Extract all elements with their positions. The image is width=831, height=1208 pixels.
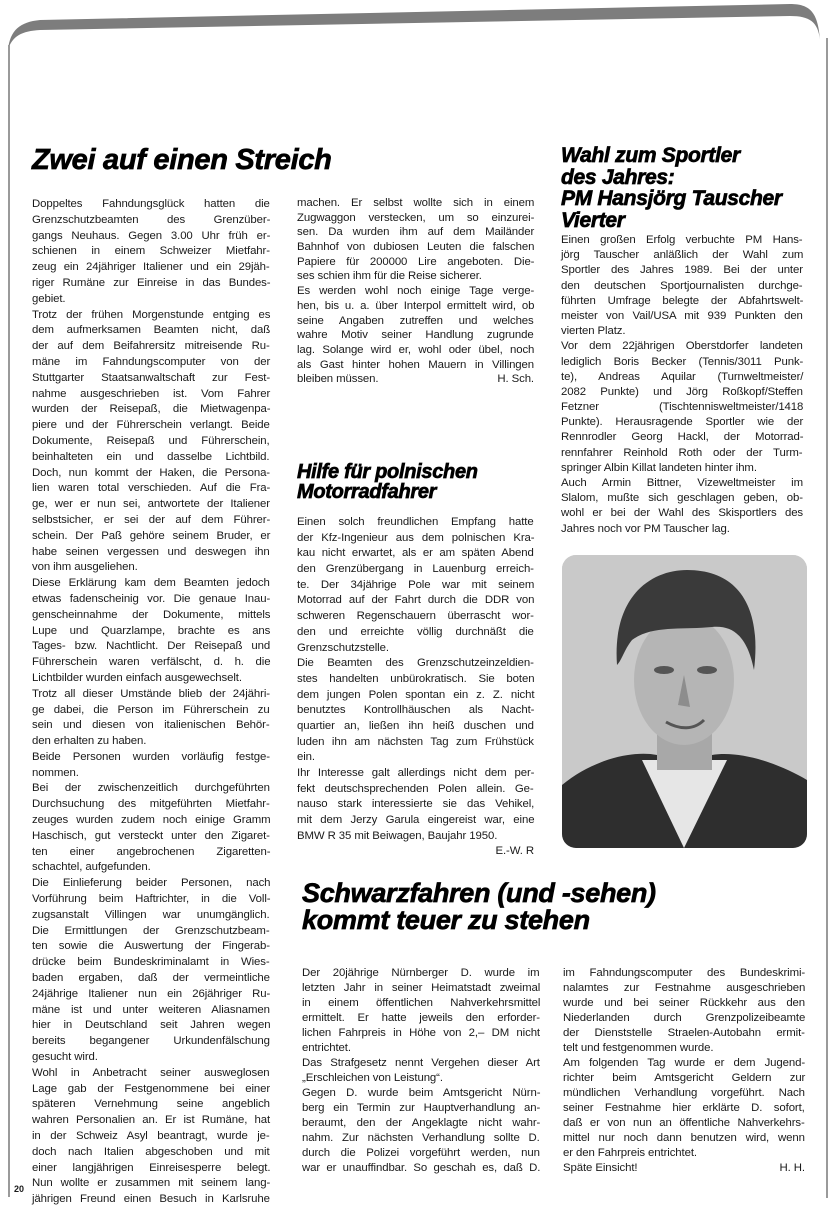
text-line: nalamtes zur Festnahme ausgeschrieben: [563, 982, 806, 994]
text-line: hier in Deutschland seit Jahren wegen: [32, 1019, 271, 1032]
article-schwarzfahren-column-2: [563, 966, 805, 1176]
text-line: zeug ein 24jähriger Italiener und ein 29jäh-: [32, 261, 270, 274]
text-line: mittel nur noch dann benutzen wird, wenn: [563, 1132, 805, 1144]
text-line: wurden der Reisepaß, die Mietwagenpa-: [32, 403, 271, 416]
text-line: Haschisch, gut versteckt unter den Zigaret-: [32, 829, 270, 842]
headline-line: kommt teuer zu stehen: [302, 905, 590, 935]
text-line: den Grenzübergang in Lauenburg erreich-: [297, 563, 534, 576]
text-line: späteren Vernehmung seine angeblich: [32, 1098, 270, 1111]
text-line: daß er von nun an öffentliche Nahverkehrs-: [563, 1117, 805, 1129]
article-hilfe-body: [297, 515, 534, 860]
text-line: den und erreichte völlig durchnäßt die: [297, 625, 534, 638]
text-line: dem jungen Polen spontan ein z. Z. nicht: [297, 688, 535, 701]
text-line: in einem öffentlichen Nahverkehrsmittel: [302, 997, 541, 1009]
text-line: baden ergaben, daß der vermeintliche: [32, 972, 270, 985]
text-line: selbstsicher, er sei der auf dem Führer-: [32, 513, 271, 526]
author-signature: E.-W. R: [495, 845, 534, 858]
text-line: Punkte). Herausragende Sportler wie der: [561, 416, 804, 429]
text-line: Einen solch freundlichen Empfang hatte: [297, 516, 534, 528]
text-line: in der Schweiz Asyl beantragt, wurde je-: [32, 1130, 270, 1143]
text-line: sen. Da wurden ihm auf dem Mailänder: [297, 226, 535, 239]
text-line: Grenzschutzstelle.: [297, 641, 389, 654]
text-line: lien waren total verschieden. Auf die Fra-: [32, 482, 271, 495]
headline-line: des Jahres:: [561, 165, 675, 189]
text-line: 2082 Punkte) und Jörg Roßkopf/Steffen: [561, 385, 803, 398]
text-line: kau nicht erwartet, als er am späten Abend: [297, 547, 534, 560]
text-line: piere und der Führerschein verlangt. Beide: [32, 419, 270, 432]
text-line: te. Der 34jährige Pole war mit seinem: [297, 578, 535, 591]
text-line: Motorrad auf der Fahrt durch die DDR von: [297, 594, 535, 607]
text-line: Führerschein waren verfälscht, d. h. die: [32, 656, 271, 669]
text-line: dem aufmerksamen Beamten nicht, daß: [32, 324, 271, 337]
text-line: zeuges wurden zudem noch einige Gramm: [32, 814, 271, 827]
text-line: im Fahndungscomputer des Bundeskrimi-: [563, 967, 806, 979]
article-headline-schwarzfahren: [302, 880, 656, 934]
article-streich-column-1: [32, 197, 270, 1208]
text-line: lichen Fahrpreis in Höhe von 2,– DM nicht: [302, 1027, 540, 1039]
text-line: etwas fadenscheinig vor. Die genaue Inau-: [32, 592, 271, 605]
text-line: einer langjährigen Einreisesperre belegt.: [32, 1161, 271, 1174]
text-line: te), Andreas Aquilar (Turnweltmeister/: [561, 370, 804, 383]
text-line: Am folgenden Tag wurde er dem Jugend-: [563, 1057, 806, 1069]
text-line: nahme ausgeschrieben ist. Vom Fahrer: [32, 387, 271, 400]
text-line: der Dienststelle Straelen-Autobahn ermit-: [563, 1027, 805, 1039]
text-line: Wohl in Anbetracht seiner ausweglosen: [32, 1066, 270, 1079]
article-streich-column-2: [297, 196, 534, 387]
text-line: Die Ermittlungen der Grenzschutzbeam-: [32, 924, 270, 937]
text-line: von ihm ausgeliehen.: [32, 561, 138, 574]
text-line: Einen großen Erfolg verbuchte PM Hans-: [561, 234, 803, 246]
text-line: doch nach Italien abgeschoben und mit: [32, 1145, 270, 1158]
text-line: nauso stark interessierte sie das Vehikel,: [297, 798, 535, 811]
text-line: Bei der zwischenzeitlich durchgeführten: [32, 782, 270, 795]
text-line: wahren Personalien an. Er ist Rumäne, hat: [32, 1114, 271, 1127]
text-line: ge, wer er nun sei, antwortete der Italiener: [32, 498, 270, 511]
text-line: genscheinnahme der Dokumente, mittels: [32, 608, 271, 621]
text-line: ein.: [297, 751, 315, 764]
text-line: Die Einlieferung beider Personen, nach: [32, 877, 271, 890]
author-signature: H. H.: [779, 1162, 805, 1174]
text-line: luden ihn am nächsten Tag zum Frühstück: [297, 735, 534, 748]
headline-line: PM Hansjörg Tauscher: [561, 187, 782, 210]
text-line: wahre Motiv seiner Handlung zugrunde: [297, 329, 534, 342]
text-line: Dokumente, Reisepaß und Führerschein,: [32, 434, 270, 447]
text-line: Grenzschutzbeamten des Grenzüber-: [32, 213, 271, 226]
text-line: Sportler des Jahres 1989. Bei der unter: [561, 264, 803, 277]
headline-line: Wahl zum Sportler: [561, 144, 740, 167]
text-line: beinhalteten ein und dasselbe Lichtbild.: [32, 450, 270, 463]
text-line: stes handelten unbürokratisch. Sie boten: [297, 672, 535, 685]
text-line: Das Strafgesetz nennt Vergehen dieser Art: [302, 1057, 540, 1069]
text-line: nommen.: [32, 766, 79, 779]
text-line: wohl er bei der Wahl des Skisportlers des: [561, 507, 804, 520]
headline-line: Motorradfahrer: [297, 481, 437, 503]
text-line: Auch Armin Bittner, Vizeweltmeister im: [561, 477, 803, 489]
text-line: jährigen Freund einen Besuch in Karlsruhe: [32, 1193, 270, 1206]
portrait-photo-hansjoerg-tauscher: [562, 555, 807, 848]
headline-line: Schwarzfahren (und -sehen): [302, 878, 656, 908]
text-line: schienen in einem Schweizer Mietfahr-: [32, 245, 270, 258]
text-line: lediglich Boris Becker (Tennis/3011 Punk-: [561, 355, 804, 368]
text-line: BMW R 35 mit Beiwagen, Baujahr 1950.: [297, 829, 498, 842]
text-line: „Erschleichen von Leistung“.: [302, 1072, 443, 1084]
text-line: er den Fahrpreis entrichtet.: [563, 1147, 697, 1159]
text-line: meister von Vail/USA mit 939 Punkten den: [561, 309, 803, 322]
text-line: Beide Personen wurden vorläufig festge-: [32, 750, 270, 763]
article-sportler-body: [561, 233, 803, 537]
text-line: Der 20jährige Nürnberger D. wurde im: [302, 967, 540, 979]
text-line: wurde und bei seiner Rückkehr aus den: [563, 997, 806, 1009]
text-line: seine Angaben zutreffen und welches: [297, 314, 534, 327]
text-line: schweren Regenschauern überrascht wor-: [297, 610, 534, 623]
text-line: beraumt, den der Angeklagte nicht wahr-: [302, 1117, 541, 1129]
text-line: Fetzner (Tischtennisweltmeister/1418: [561, 401, 804, 414]
text-line: Gegen D. wurde beim Amtsgericht Nürn-: [302, 1087, 541, 1099]
text-line: hen, bis u. a. über Interpol ermittelt wird, ob: [297, 299, 535, 312]
text-line: Jahres noch vor PM Tauscher lag.: [561, 522, 730, 535]
text-line: riger Rumäne zur Einreise in das Bundes-: [32, 276, 271, 289]
text-line: ses schien ihm für die Reise sicherer.: [297, 270, 482, 283]
text-line: vierten Platz.: [561, 325, 626, 338]
text-line: Doch, nun kommt der Haken, die Persona-: [32, 466, 270, 479]
text-line: Lupe und Quarzlampe, brachte es ans: [32, 624, 271, 637]
text-line: 24jährige Italiener nun ein 26jähriger Ru-: [32, 987, 271, 1000]
text-line: berg ein Termin zur Hauptverhandlung an-: [302, 1102, 541, 1114]
headline-line: Hilfe für polnischen: [297, 461, 478, 483]
text-line: bereits begangener Urkundenfälschung: [32, 1035, 270, 1048]
article-schwarzfahren-column-1: [302, 966, 540, 1176]
text-line: Die Beamten des Grenzschutzeinzeldien-: [297, 657, 534, 670]
author-signature: H. Sch.: [497, 373, 534, 386]
text-line: Ihr Interesse galt allerdings nicht dem per-: [297, 767, 535, 779]
text-line: der auf dem Beifahrersitz mitreisende Ru-: [32, 340, 270, 353]
text-line: ge dabei, die Person im Führerschein zu: [32, 703, 270, 716]
text-line: schachtel, aufgefunden.: [32, 861, 151, 874]
text-line: durch die Polizei vorgeführt werden, nun: [302, 1147, 540, 1159]
article-headline-zwei-auf-einen-streich: Zwei auf einen Streich: [32, 144, 332, 176]
text-line: sein und diesen von italienischen Behör-: [32, 719, 270, 732]
text-line: Nun wollte er zusammen mit seinem lang-: [32, 1177, 271, 1190]
text-line: mit dem Jerzy Garula eingereist war, eine: [297, 814, 535, 827]
left-page-rule: [8, 45, 10, 1197]
text-line: letzten Jahr in seiner Heimatstadt zweimal: [302, 982, 541, 994]
text-line: den deutschen Sportjournalisten durchge-: [561, 279, 803, 292]
text-line: benutztes Kontrollhäuschen als Nacht-: [297, 704, 535, 717]
text-line: mäne ist und unter weiteren Aliasnamen: [32, 1003, 270, 1016]
text-line: ten einer angebrochenen Zigaretten-: [32, 845, 271, 858]
text-line: als Gast hinter hohen Mauern in Villingen: [297, 358, 535, 371]
text-line: Tages- bzw. Nachtlicht. Der Reisepaß und: [32, 640, 271, 653]
text-line: Doppeltes Fahndungsglück hatten die: [32, 198, 270, 210]
text-line: schein. Der Paß gehöre seinem Bruder, er: [32, 529, 271, 542]
text-line: drücke beim Bundeskriminalamt in Wies-: [32, 956, 270, 969]
text-line: gesucht wird.: [32, 1051, 98, 1064]
text-line: Lichtbilder wurden einfach ausgewechselt.: [32, 671, 242, 684]
text-line: richter beim Amtsgericht Geldern zur: [563, 1072, 806, 1084]
text-line: Papiere für 200000 Lire angeboten. Die-: [297, 255, 535, 268]
text-line: Bahnhof von dubiosen Leuten die falschen: [297, 241, 535, 254]
text-line: Slalom, mußte sich geschlagen geben, ob-: [561, 492, 803, 505]
text-line: Stuttgarter Staatsanwaltschaft zur Fest-: [32, 371, 271, 384]
text-line: springer Albin Killat landeten hinter ihm.: [561, 461, 757, 474]
text-line: Vor dem 22jährigen Oberstdorfer landeten: [561, 340, 803, 353]
text-line: Lage gab der Festgenommene bei einer: [32, 1082, 271, 1095]
headline-line: Vierter: [561, 208, 625, 232]
text-line: Es werden wohl noch einige Tage verge-: [297, 285, 535, 298]
text-line: jörg Tauscher anläßlich der Wahl zum: [561, 249, 804, 262]
top-decorative-band: [0, 0, 831, 60]
text-line: Trotz all dieser Umstände blieb der 24jähri-: [32, 687, 270, 700]
text-line: den erhalten zu haben.: [32, 735, 147, 748]
text-line: zugsanstalt Villingen war unumgänglich.: [32, 908, 270, 921]
text-line: Rennrodler Georg Hackl, der Motorrad-: [561, 431, 804, 444]
text-line: entrichtet.: [302, 1042, 351, 1054]
text-line: mündlichen Verhandlung vorgeführt. Nach: [563, 1087, 805, 1099]
text-line: Trotz der frühen Morgenstunde entging es: [32, 308, 271, 321]
text-line: lag. Solange wird er, wohl oder übel, noch: [297, 343, 535, 356]
text-line: fekt deutschsprechenden Polen allein. Ge-: [297, 782, 534, 795]
text-line: Vorführung beim Haftrichter, in die Voll-: [32, 893, 271, 906]
signature-line: [297, 844, 534, 860]
article-headline-sportler: [561, 145, 782, 231]
text-line: der Kfz-Ingenieur aus dem polnischen Kra-: [297, 531, 535, 544]
page-number: 20: [14, 1184, 25, 1194]
article-headline-hilfe: [297, 462, 478, 502]
text-line: Durchsuchung des mitgeführten Mietfahr-: [32, 798, 270, 811]
text-line: gebiet.: [32, 292, 66, 305]
text-line: Niederlanden durch Grenzpolizeibeamte: [563, 1012, 806, 1024]
text-line: führten Umfrage belegte der Abfahrtswelt-: [561, 294, 804, 307]
text-line: bleiben müssen. H. Sch.: [297, 373, 534, 386]
text-line: Späte Einsicht! H. H.: [563, 1162, 805, 1174]
text-line: Zugwaggon verstecken, um so einzurei-: [297, 211, 535, 224]
text-line: mäne im Fahndungscomputer von der: [32, 355, 271, 368]
text-line: war er unauffindbar. So geschah es, daß D.: [302, 1162, 541, 1174]
text-line: ten sowie die Auswertung der Fingerab-: [32, 940, 270, 953]
text-line: telt und festgenommen wurde.: [563, 1042, 714, 1054]
text-line: rennfahrer Reinhold Roth oder der Turm-: [561, 446, 803, 459]
text-line: gangs Neuhaus. Gegen 3.00 Uhr früh er-: [32, 229, 271, 242]
text-line: seiner Festnahme hier erklärte D. sofort,: [563, 1102, 805, 1114]
right-page-rule: [826, 38, 828, 1198]
text-line: nahm. Zur nächsten Verhandlung sollte D.: [302, 1132, 540, 1144]
text-line: quartier an, ließen ihn heiß duschen und: [297, 719, 534, 732]
portrait-illustration: [562, 555, 807, 848]
text-line: Diese Erklärung kam dem Beamten jedoch: [32, 577, 270, 590]
text-line: machen. Er selbst wollte sich in einem: [297, 197, 535, 209]
text-line: ermittelt. Er hatte jeweils den erforder-: [302, 1012, 540, 1024]
text-line: habe seinen vergessen und deswegen ihn: [32, 545, 270, 558]
